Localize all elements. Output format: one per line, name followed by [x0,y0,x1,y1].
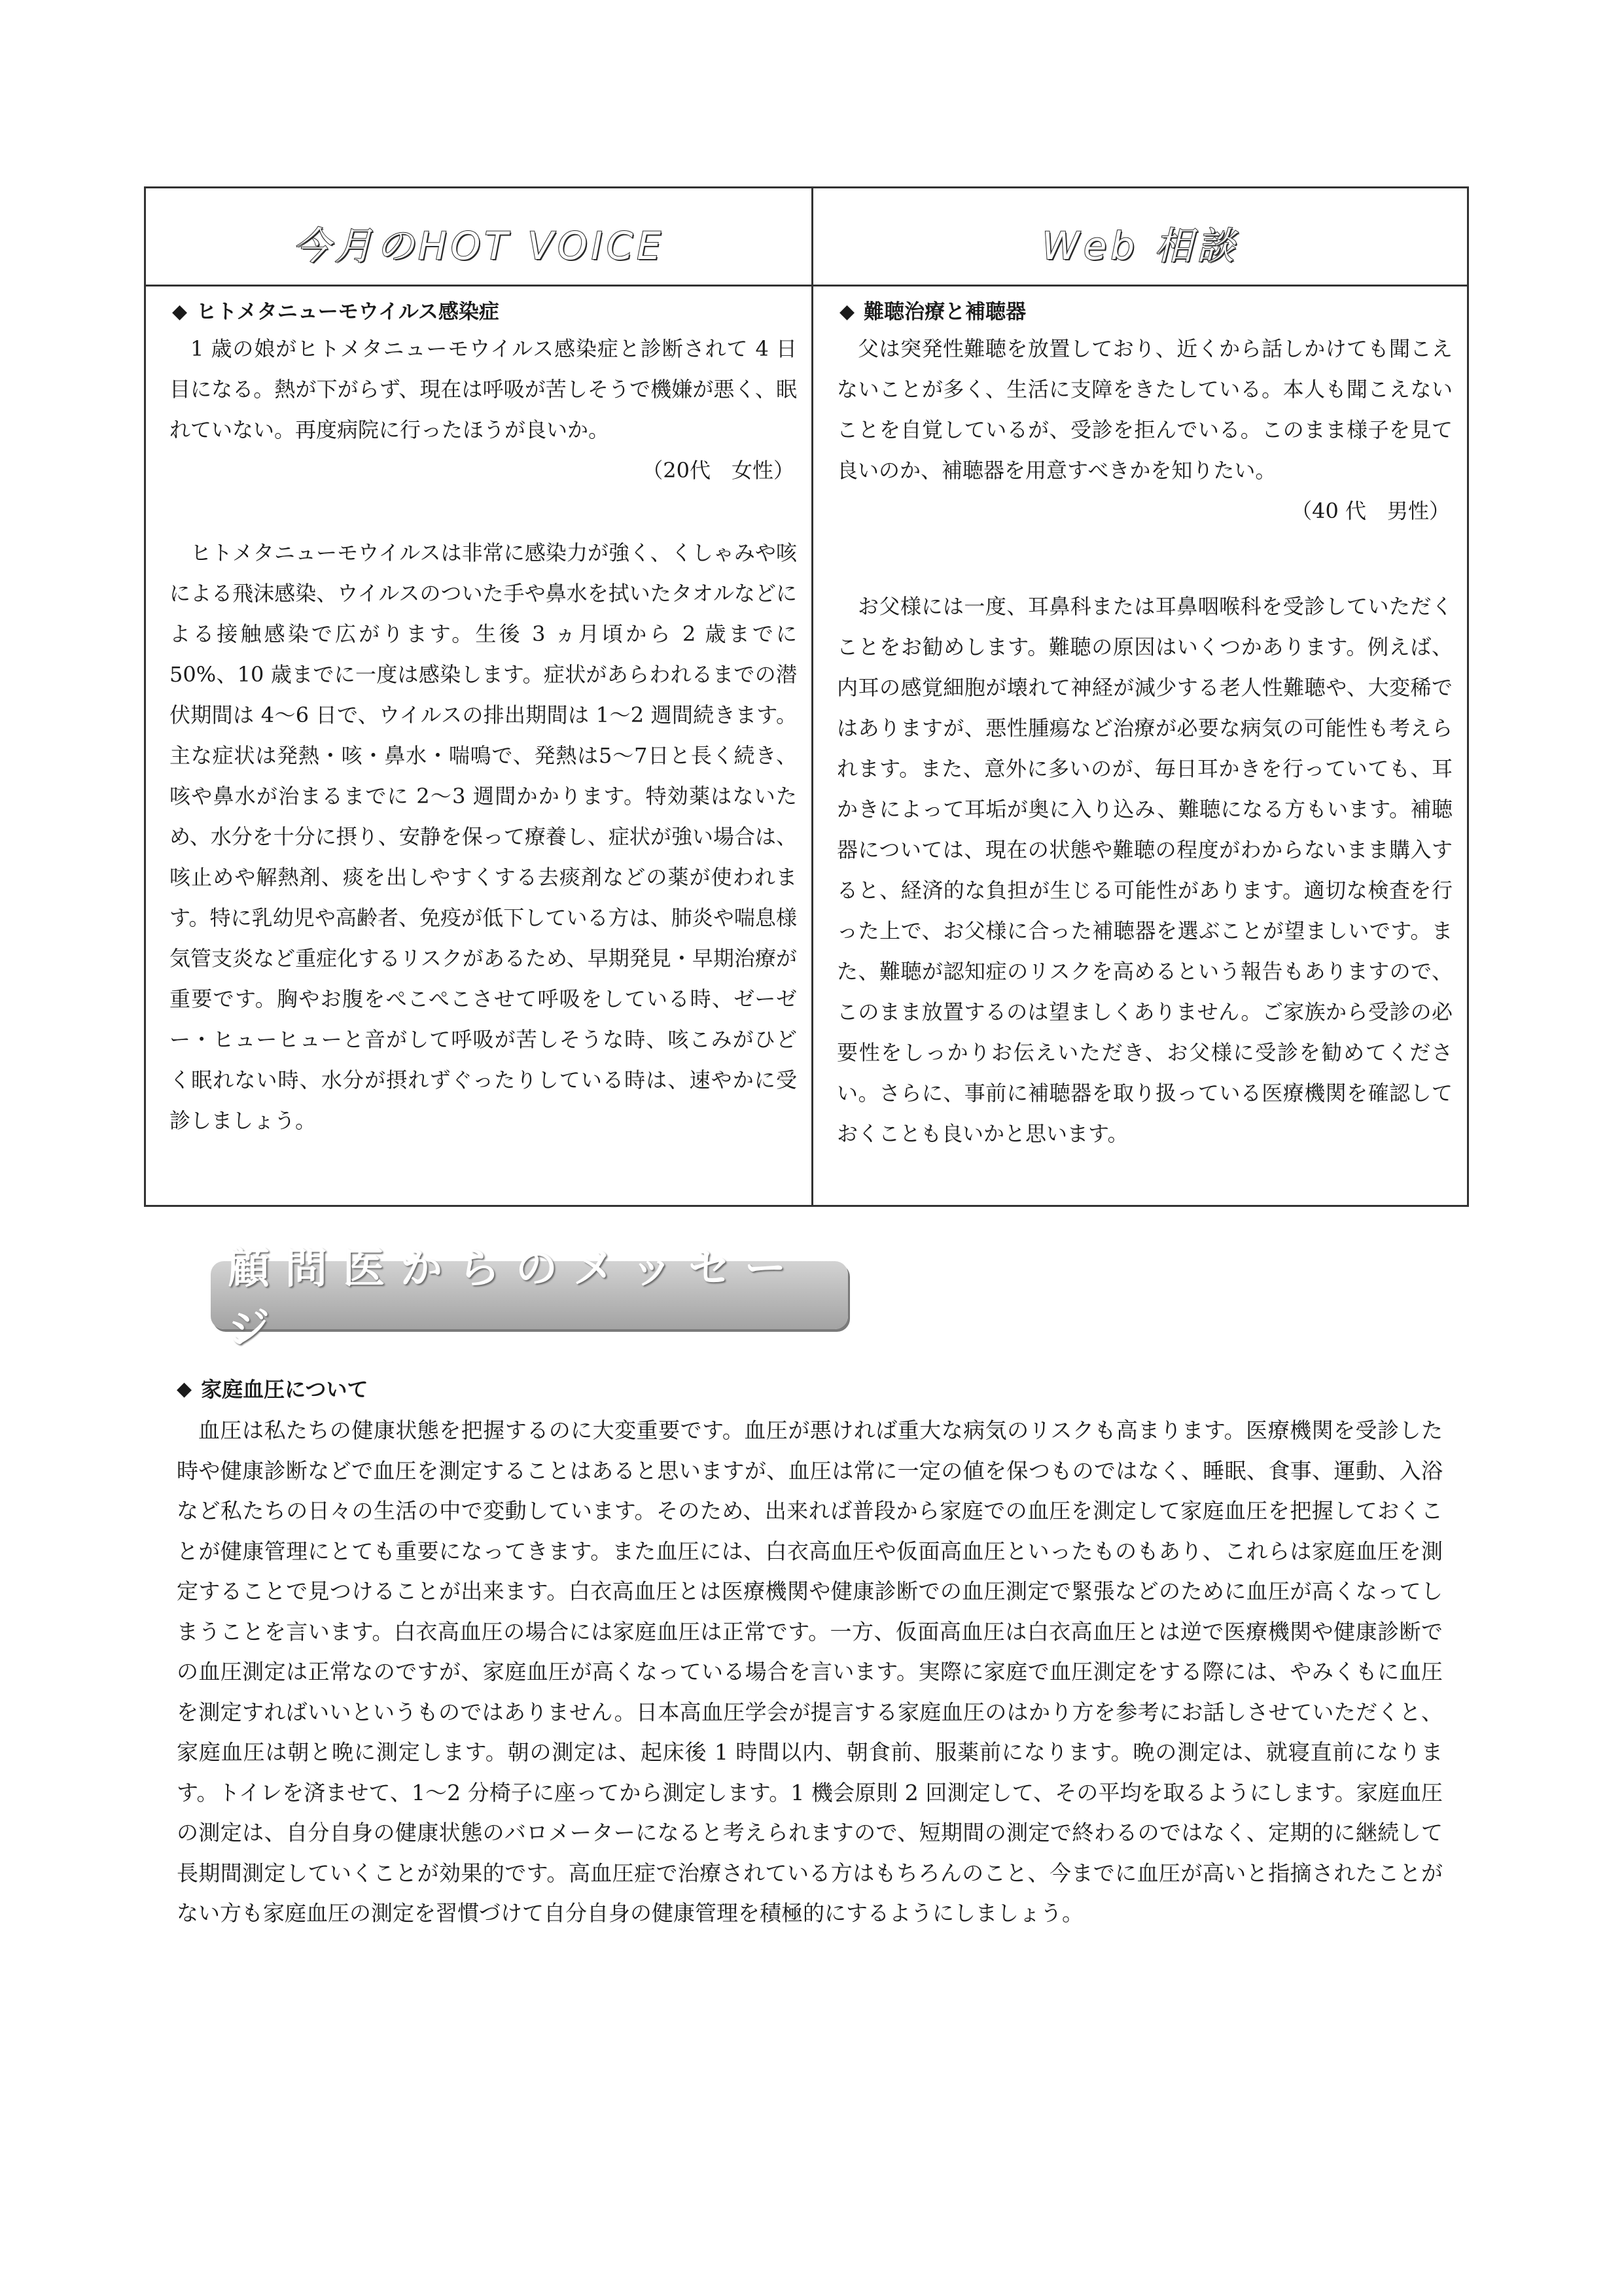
web-consult-question-title: 難聴治療と補聴器 [864,300,1027,324]
hot-voice-question: 1 歳の娘がヒトメタニューモウイルス感染症と診断されて 4 日目になる。熱が下がらず、現在は呼吸が苦しそうで機嫌が悪く、眠れていない。再度病院に行ったほうが良いか。 [169,336,797,442]
advisor-message-banner [211,1245,848,1353]
web-consult-body [813,287,1467,1154]
web-consult-column [813,188,1467,1205]
hot-voice-question-heading [172,296,797,328]
hot-voice-question-title: ヒトメタニューモウイルス感染症 [196,300,499,324]
web-consult-question-heading [839,296,1453,328]
hot-voice-title: 今月のHOT VOICE [292,224,665,268]
web-consult-answer: お父様には一度、耳鼻科または耳鼻咽喉科を受診していただくことをお勧めします。難聴の原因はいくつかあります。例えば、内耳の感覚細胞が壊れて神経が減少する老人性難聴や、大変稀ではありますが、悪性腫瘍など治療が必要な病気の可能性も考えられます。また、意外に多いのが、毎日耳かきを行っていても、耳かきによって耳垢が奥に入り込み、難聴になる方もいます。補聴器については、現在の状態や難聴の程度がわからないまま購入すると、経済的な負担が生じる可能性があります。適切な検査を行った上で、お父様に合った補聴器を選ぶことが望ましいです。また、難聴が認知症のリスクを高めるという報告もありますので、このまま放置するのは望ましくありません。ご家族から受診の必要性をしっかりお伝えいただき、お父様に受診を勧めてください。さらに、事前に補聴器を取り扱っている医療機関を確認しておくことも良いかと思います。 [837,594,1453,1146]
web-consult-title: Web 相談 [1042,224,1239,268]
hot-voice-signature: （20代 女性） [642,458,794,483]
qa-table [144,186,1469,1207]
advisor-message-section [177,1374,1443,1934]
advisor-message-body: 血圧は私たちの健康状態を把握するのに大変重要です。血圧が悪ければ重大な病気のリスクも高まります。医療機関を受診した時や健康診断などで血圧を測定することはあると思いますが、血圧は常に一定の値を保つものではなく、睡眠、食事、運動、入浴など私たちの日々の生活の中で変動しています。そのため、出来れば普段から家庭での血圧を測定して家庭血圧を把握しておくことが健康管理にとても重要になってきます。また血圧には、白衣高血圧や仮面高血圧といったものもあり、これらは家庭血圧を測定することで見つけることが出来ます。白衣高血圧とは医療機関や健康診断での血圧測定で緊張などのために血圧が高くなってしまうことを言います。白衣高血圧の場合には家庭血圧は正常です。一方、仮面高血圧は白衣高血圧とは逆で医療機関や健康診断での血圧測定は正常なのですが、家庭血圧が高くなっている場合を言います。実際に家庭で血圧測定をする際には、やみくもに血圧を測定すればいいというものではありません。日本高血圧学会が提言する家庭血圧のはかり方を参考にお話しさせていただくと、家庭血圧は朝と晩に測定します。朝の測定は、起床後 1 時間以内、朝食前、服薬前になります。晩の測定は、就寝直前になります。トイレを済ませて、1～2 分椅子に座ってから測定します。1 機会原則 2 回測定して、その平均を取るようにします。家庭血圧の測定は、自分自身の健康状態のバロメーターになると考えられますので、短期間の測定で終わるのではなく、定期的に継続して長期間測定していくことが効果的です。高血圧症で治療されている方はもちろんのこと、今までに血圧が高いと指摘されたことがない方も家庭血圧の測定を習慣づけて自分自身の健康管理を積極的にするようにしましょう。 [177,1418,1443,1926]
web-consult-signature: （40 代 男性） [1291,498,1450,523]
hot-voice-header [146,188,811,287]
diamond-bullet-icon: ◆ [177,1378,192,1400]
hot-voice-column [146,188,813,1205]
hot-voice-answer: ヒトメタニューモウイルスは非常に感染力が強く、くしゃみや咳による飛沫感染、ウイルスのついた手や鼻水を拭いたタオルなどによる接触感染で広がります。生後 3 ヵ月頃から 2 歳までに 50%、10 歳までに一度は感染します。症状があらわれるまでの潜伏期間は 4～6 日で、ウイルスの排出期間は 1～2 週間続きます。主な症状は発熱・咳・鼻水・喘鳴で、発熱は5～7日と長く続き、咳や鼻水が治まるまでに 2～3 週間かかります。特効薬はないため、水分を十分に摂り、安静を保って療養し、症状が強い場合は、咳止めや解熱剤、痰を出しやすくする去痰剤などの薬が使われます。特に乳幼児や高齢者、免疫が低下している方は、肺炎や喘息様気管支炎など重症化するリスクがあるため、早期発見・早期治療が重要です。胸やお腹をぺこぺこさせて呼吸をしている時、ゼーゼー・ヒューヒューと音がして呼吸が苦しそうな時、咳こみがひどく眠れない時、水分が摂れずぐったりしている時は、速やかに受診しましょう。 [169,540,797,1133]
advisor-message-banner-text: 顧問医からのメッセージ [228,1245,802,1353]
web-consult-question: 父は突発性難聴を放置しており、近くから話しかけても聞こえないことが多く、生活に支障をきたしている。本人も聞こえないことを自覚しているが、受診を拒んでいる。このまま様子を見て良いのか、補聴器を用意すべきかを知りたい。 [837,336,1453,483]
advisor-message-heading [177,1374,1443,1405]
hot-voice-body [146,287,811,1141]
diamond-bullet-icon: ◆ [172,300,188,323]
diamond-bullet-icon: ◆ [839,300,855,323]
advisor-message-heading-text: 家庭血圧について [201,1377,368,1402]
web-consult-header [813,188,1467,287]
